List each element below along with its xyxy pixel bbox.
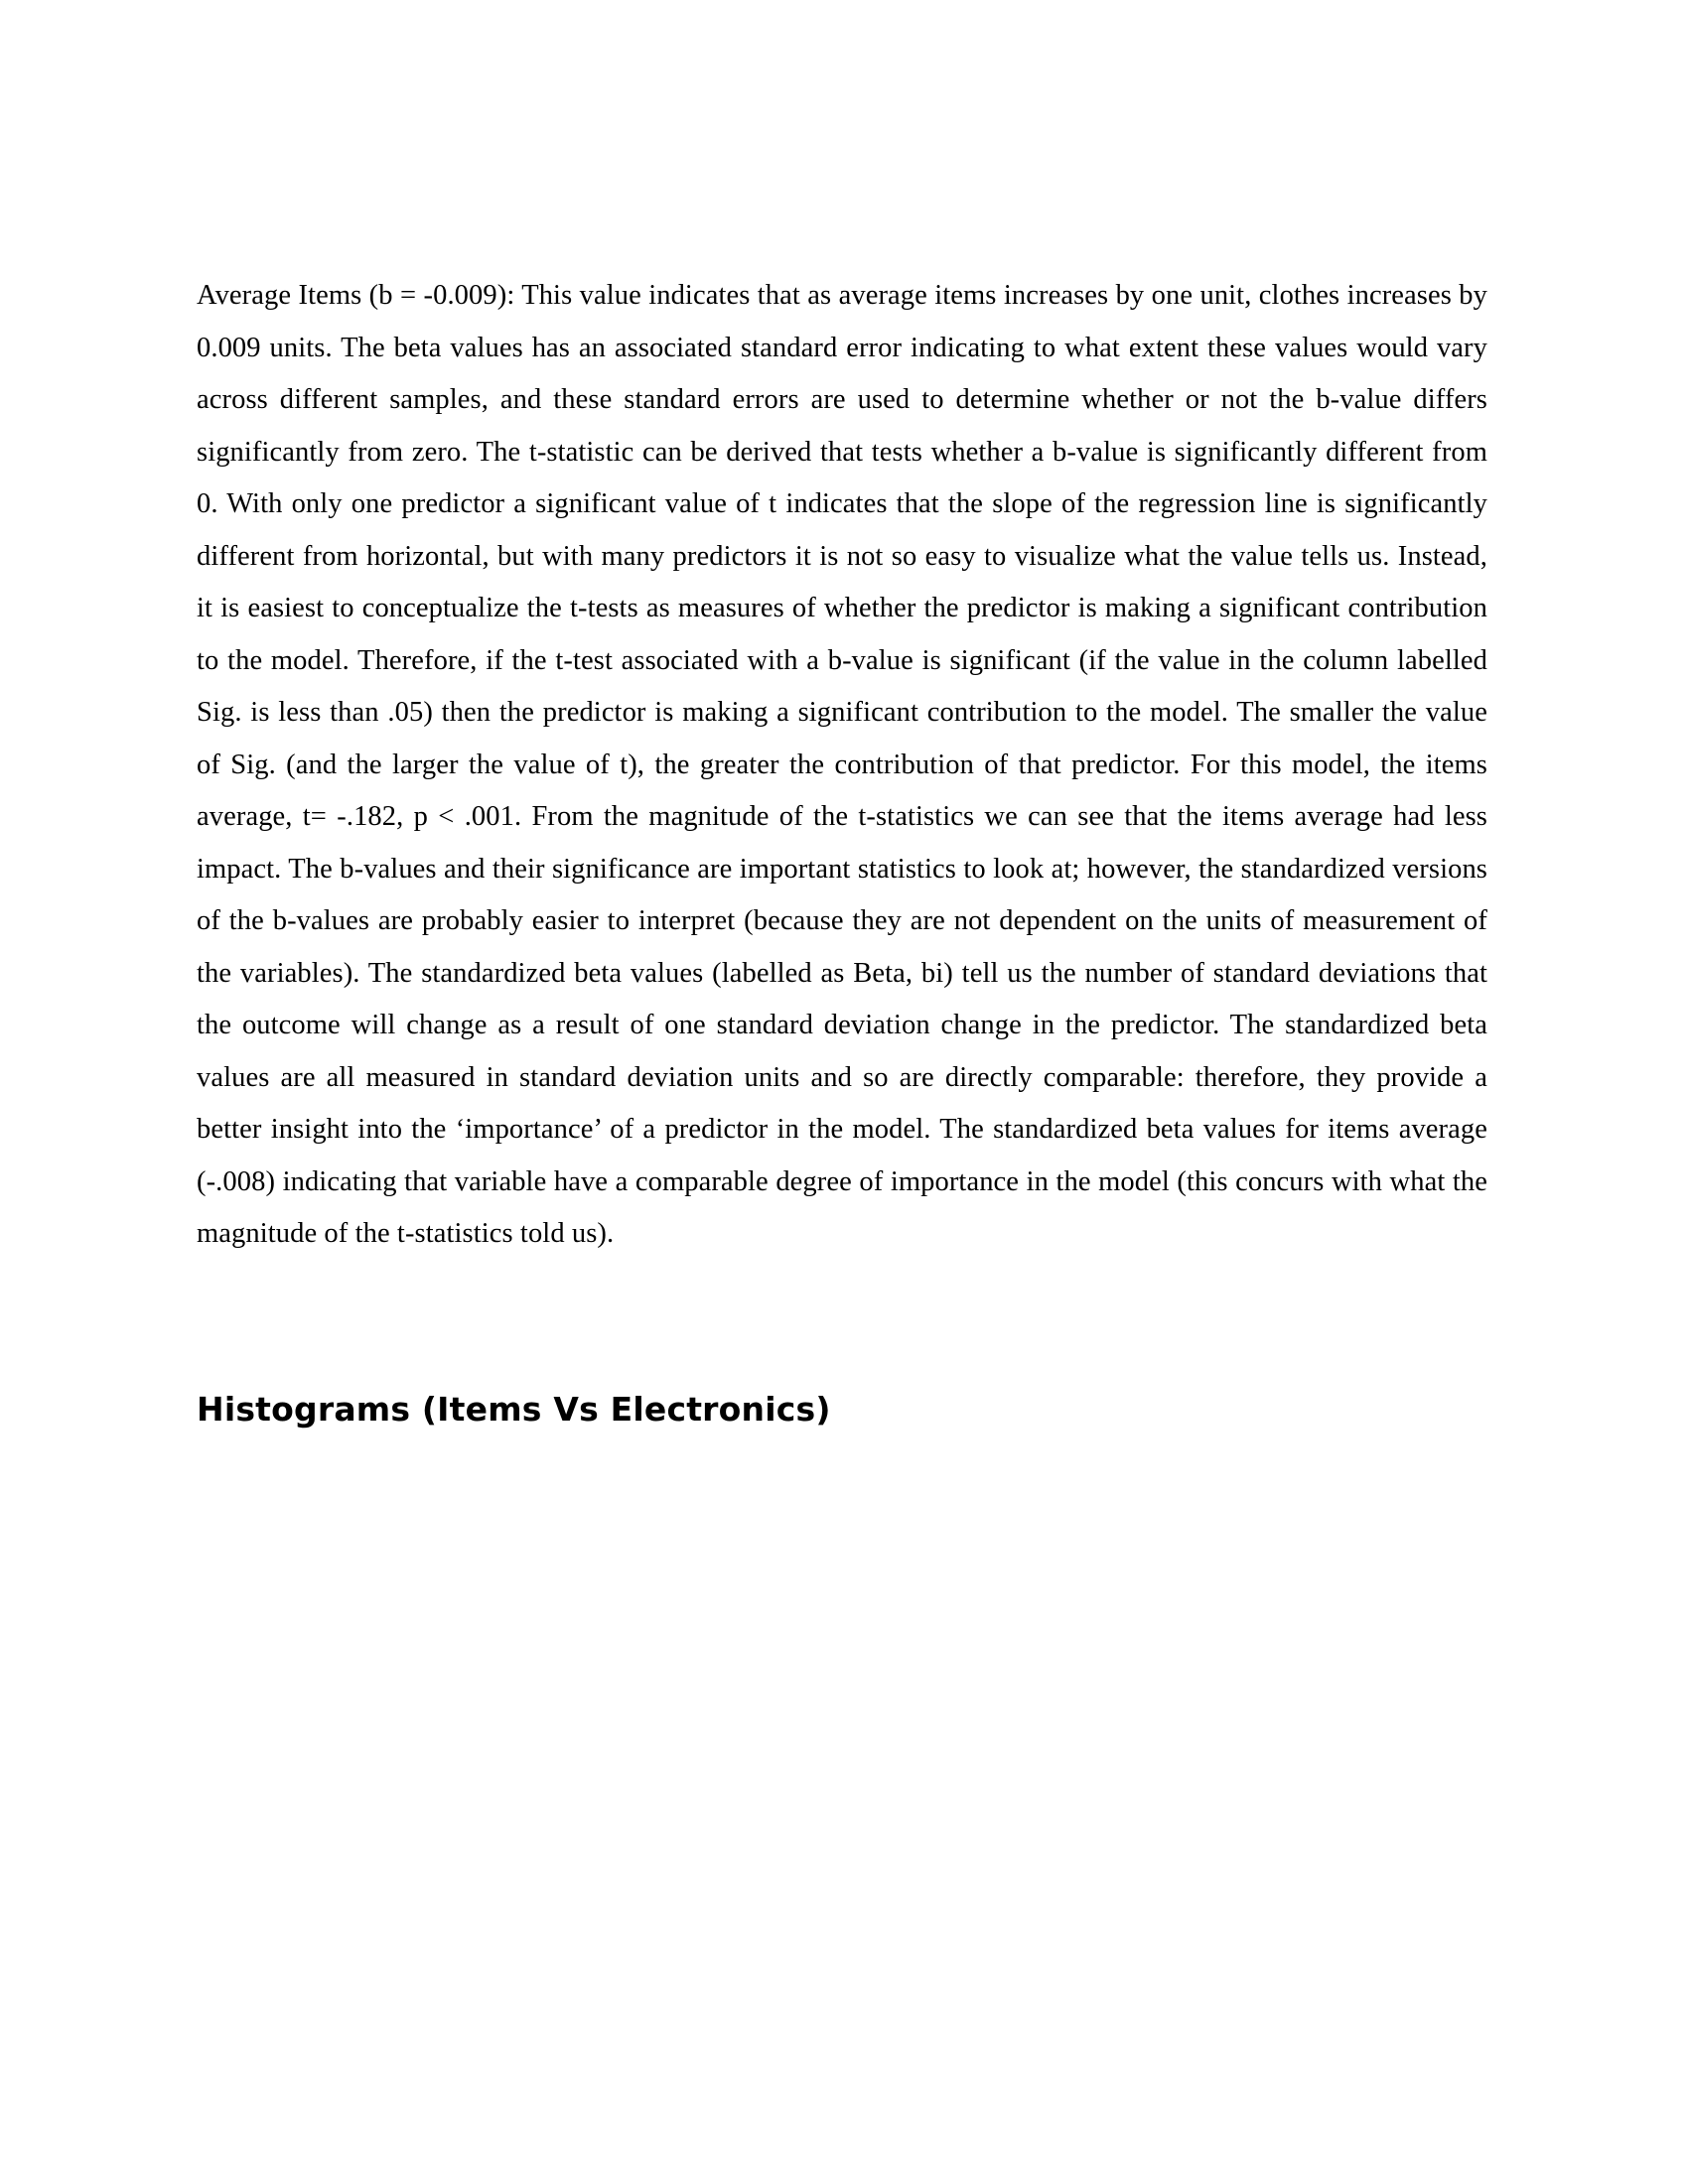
heading-container bbox=[197, 1390, 1487, 1429]
section-heading-histograms: Histograms (Items Vs Electronics) bbox=[197, 1390, 831, 1429]
paragraph-average-items: Average Items (b = -0.009): This value indicates that as average items increases by one unit, clothes increases by 0.009 units. The beta values has an associated standard error indicating to what extent these values would vary across different samples, and these standard errors are used to determine whether or not the b-value differs significantly from zero. The t-statistic can be derived that tests whether a b-value is significantly different from 0. With only one predictor a significant value of t indicates that the slope of the regression line is significantly different from horizontal, but with many predictors it is not so easy to visualize what the value tells us. Instead, it is easiest to conceptualize the t-tests as measures of whether the predictor is making a significant contribution to the model. Therefore, if the t-test associated with a b-value is significant (if the value in the column labelled Sig. is less than .05) then the predictor is making a significant contribution to the model. The smaller the value of Sig. (and the larger the value of t), the greater the contribution of that predictor. For this model, the items average, t= -.182, p < .001. From the magnitude of the t-statistics we can see that the items average had less impact. The b-values and their significance are important statistics to look at; however, the standardized versions of the b-values are probably easier to interpret (because they are not dependent on the units of measurement of the variables). The standardized beta values (labelled as Beta, bi) tell us the number of standard deviations that the outcome will change as a result of one standard deviation change in the predictor. The standardized beta values are all measured in standard deviation units and so are directly comparable: therefore, they provide a better insight into the ‘importance’ of a predictor in the model. The standardized beta values for items average (-.008) indicating that variable have a comparable degree of importance in the model (this concurs with what the magnitude of the t-statistics told us). bbox=[197, 280, 1487, 1249]
document-body bbox=[197, 270, 1487, 1261]
